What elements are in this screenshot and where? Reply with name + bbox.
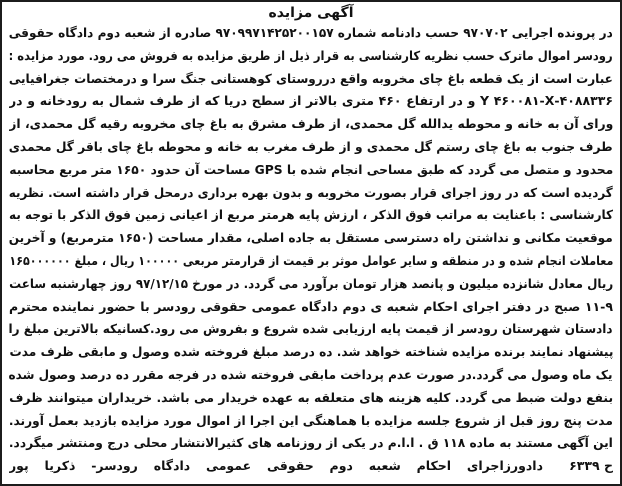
notice-line [9, 364, 613, 387]
notice-line-text: بنفع دولت ضبط می گردد. کلیه هزینه های متعلقه به عهده خریدار می باشد. خریداران میتوانند ظرف [9, 389, 613, 405]
notice-line [9, 45, 613, 68]
notice-code: ح ۶۳۳۹ [569, 458, 613, 474]
notice-line-text: مدت پنج روز قبل از شروع جلسه مزایده با هماهنگی این اجرا از اموال مورد مزایده بازدید بعمل آورند. [9, 412, 613, 428]
notice-line-text: طرف جنوب به باغ چای رستم گل محمدی و از طرف مغرب به خانه و محوطه باغ چای باقر گل محمدی [9, 138, 613, 154]
notice-body [9, 22, 613, 478]
notice-line [9, 273, 613, 296]
notice-line [9, 410, 613, 433]
notice-signature: دادورزاجرای احکام شعبه دوم حقوقی عمومی دادگاه رودسر- ذکریا پور [9, 458, 543, 474]
notice-line [9, 159, 613, 182]
notice-line [9, 296, 613, 319]
notice-line [9, 182, 613, 205]
notice-line [9, 136, 613, 159]
notice-line-text: پیشنهاد نمایند برنده مزایده شناخته خواهد شد. ده درصد مبلغ فروخته شده وصول و مابقی ظرف مدت [9, 344, 613, 360]
notice-line-text: ۴۰۸۸۳۳۶-Y ۴۶۰۰۸۱-X و در ارتفاع ۴۶۰ متری بالاتر از سطح دریا که از طرف شمال به رودخانه و در [9, 93, 613, 109]
signature-area [9, 455, 543, 478]
notice-line [9, 68, 613, 91]
notice-line [9, 227, 613, 250]
notice-line-text: رودسر اموال ماترک حسب نظریه کارشناسی به قرار ذیل از طریق مزایده به فروش می رود. مورد مزایده : [9, 47, 613, 63]
notice-line-text: کارشناسی : باعنایت به مراتب فوق الذکر ، ارزش پایه هرمتر مربع از اعیانی زمین فوق الذکر با توجه به [9, 207, 613, 223]
notice-line-text: ورای آن به خانه و محوطه یدالله گل محمدی، از طرف مشرق به باغ چای مخروبه رقیه گل محمدی، از [9, 116, 613, 132]
notice-line [9, 22, 613, 45]
notice-line-text: موقعیت مکانی و نداشتن راه دسترسی مستقل به جاده اصلی، مقدار مساحت (۱۶۵۰ مترمربع) و آخرین [9, 230, 613, 246]
notice-line-text: این آگهی مستند به ماده ۱۱۸ ق . ا.ا.م در یکی از روزنامه های کثیرالانتشار محلی درج ومنتشر میگردد. [9, 435, 613, 451]
notice-line [9, 90, 613, 113]
notice-title: آگهی مزایده [268, 5, 354, 21]
notice-line-text: ۱۱-۹ صبح در دفتر اجرای احکام شعبه ی دوم دادگاه عمومی حقوقی رودسر با حضور نماینده محترم [9, 298, 613, 314]
notice-line-text: ریال معادل شانزده میلیون و پانصد هزار تومان برآورد می گردد. در مورخ ۹۷/۱۲/۱۵ روز چهارشنبه ساعت [9, 275, 613, 291]
notice-line-text: عبارت است از یک قطعه باغ چای مخروبه واقع درروستای کوهستانی جنگ سرا و درمختصات جغرافیایی [9, 70, 613, 86]
notice-line-text: محدود و متصل می گردد که طبق مساحی انجام شده با GPS مساحت آن حدود ۱۶۵۰ متر مربع محاسبه [9, 161, 613, 177]
notice-line [9, 250, 613, 273]
notice-line [9, 341, 613, 364]
notice-line-text: معاملات انجام شده و در منطقه و سایر عوامل موثر بر قیمت از قرارمتر مربعی ۱۰۰۰۰۰ ریال ، مبلغ ۱۶۵۰۰۰۰۰۰ [9, 252, 613, 268]
notice-line-text: دادستان شهرستان رودسر از قیمت پایه ارزیابی شده شروع و بفروش می رود.کسانیکه بالاترین مبلغ را [9, 321, 613, 337]
notice-line-text: گردیده است که در روز اجرای قرار بصورت مخروبه و بدون بهره برداری درمحل قرار داشته است. نظریه [9, 184, 613, 200]
notice-line-text: در پرونده اجرایی ۹۷۰۷۰۲ حسب دادنامه شماره ۹۷۰۹۹۷۱۴۲۵۲۰۰۱۵۷ صادره از شعبه دوم دادگاه حقوقی [9, 25, 613, 40]
notice-line [9, 432, 613, 455]
notice-footer [9, 455, 613, 478]
notice-line [9, 204, 613, 227]
notice-line [9, 318, 613, 341]
notice-line [9, 113, 613, 136]
notice-line-text: یک ماه وصول می گردد.در صورت عدم پرداخت مابقی فروخته شده در فرجه مقرر ده درصد وصول شده [9, 366, 613, 382]
notice-line [9, 387, 613, 410]
